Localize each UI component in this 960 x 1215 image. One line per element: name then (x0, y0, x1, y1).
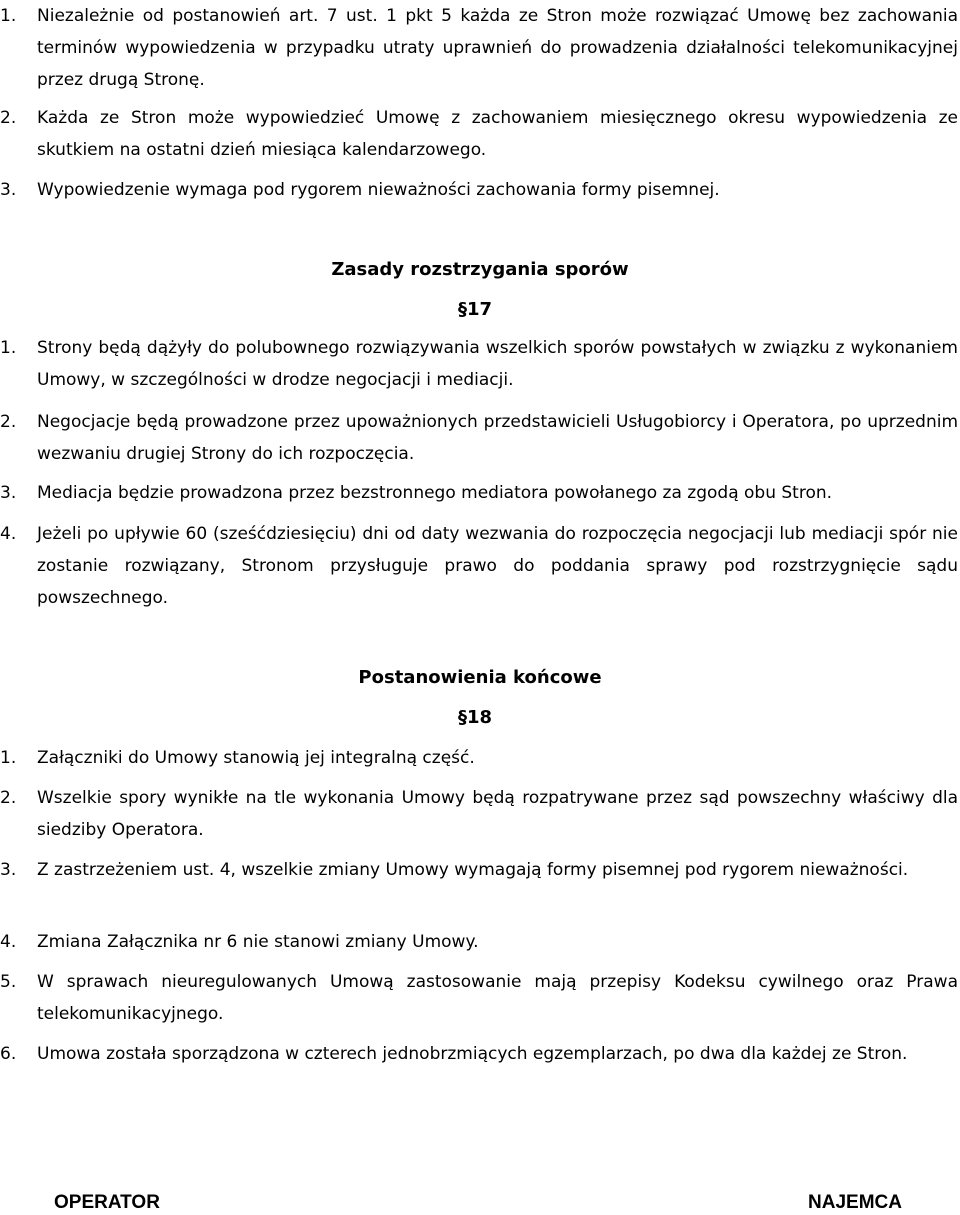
item-text: Umowa została sporządzona w czterech jednobrzmiących egzemplarzach, po dwa dla każdej ze Stron. (37, 1044, 908, 1064)
item-number: 3. (0, 180, 17, 200)
item-text: Z zastrzeżeniem ust. 4, wszelkie zmiany Umowy wymagają formy pisemnej pod rygorem nieważności. (37, 860, 909, 880)
item-text: Jeżeli po upływie 60 (sześćdziesięciu) dni od daty wezwania do rozpoczęcia negocjacji lub mediacji spór nie zostanie rozwiązany, Stronom przysługuje prawo do poddania sprawy pod rozstrzygnięcie sądu powszechnego. (37, 524, 958, 608)
item-text: Zmiana Załącznika nr 6 nie stanowi zmiany Umowy. (37, 932, 479, 952)
item-number: 3. (0, 860, 17, 880)
item-number: 2. (0, 412, 17, 432)
signature-operator: OPERATOR (54, 1192, 160, 1213)
item-number: 4. (0, 524, 17, 544)
section-title: Zasady rozstrzygania sporów (331, 259, 629, 280)
item-text: Negocjacje będą prowadzone przez upoważnionych przedstawicieli Usługobiorcy i Operatora, po uprzednim wezwaniu drugiej Strony do ich rozpoczęcia. (37, 412, 958, 464)
item-text: Każda ze Stron może wypowiedzieć Umowę z zachowaniem miesięcznego okresu wypowiedzenia ze skutkiem na ostatni dzień miesiąca kalendarzowego. (37, 108, 958, 160)
section-number: §18 (458, 707, 493, 728)
section-title: Postanowienia końcowe (358, 667, 602, 688)
item-number: 3. (0, 483, 17, 503)
item-text: Mediacja będzie prowadzona przez bezstronnego mediatora powołanego za zgodą obu Stron. (37, 483, 833, 503)
item-number: 4. (0, 932, 17, 952)
item-number: 1. (0, 338, 17, 358)
item-text: Wypowiedzenie wymaga pod rygorem nieważności zachowania formy pisemnej. (37, 180, 720, 200)
item-text: Niezależnie od postanowień art. 7 ust. 1 pkt 5 każda ze Stron może rozwiązać Umowę bez zachowania terminów wypowiedzenia w przypadku utraty uprawnień do prowadzenia działalności telekomunikacyjnej przez drugą Stronę. (37, 6, 958, 90)
item-number: 5. (0, 972, 17, 992)
item-number: 1. (0, 748, 17, 768)
item-number: 2. (0, 108, 17, 128)
item-number: 1. (0, 6, 17, 26)
item-text: W sprawach nieuregulowanych Umową zastosowanie mają przepisy Kodeksu cywilnego oraz Prawa telekomunikacyjnego. (37, 972, 958, 1024)
section-number: §17 (458, 299, 493, 320)
item-number: 6. (0, 1044, 17, 1064)
item-text: Załączniki do Umowy stanowią jej integralną część. (37, 748, 475, 768)
item-number: 2. (0, 788, 17, 808)
signature-najemca: NAJEMCA (808, 1192, 902, 1213)
item-text: Strony będą dążyły do polubownego rozwiązywania wszelkich sporów powstałych w związku z wykonaniem Umowy, w szczególności w drodze negocjacji i mediacji. (37, 338, 958, 390)
item-text: Wszelkie spory wynikłe na tle wykonania Umowy będą rozpatrywane przez sąd powszechny właściwy dla siedziby Operatora. (37, 788, 958, 840)
